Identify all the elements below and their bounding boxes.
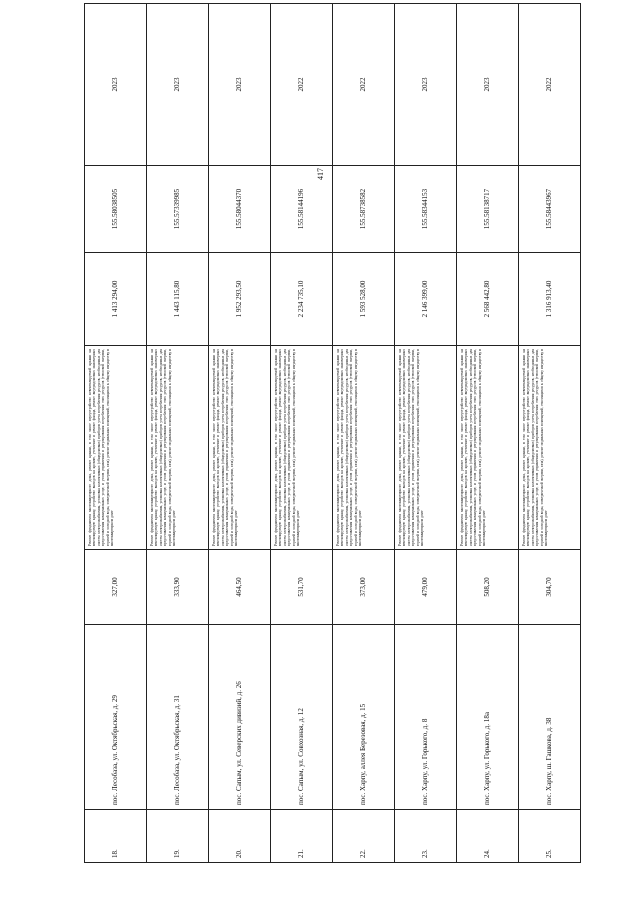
area-cell: 508,20 [457,550,519,625]
row-number-cell: 23. [395,810,457,863]
table-row [271,4,333,863]
id-number-cell: 155.58044370 [209,166,271,253]
cost-cell: 2 568 442,80 [457,253,519,346]
row-number-cell: 21. [271,810,333,863]
repair-schedule-table [84,3,581,863]
row-number-cell: 25. [519,810,581,863]
work-description-cell: Ремонт фундамента многоквартирного дома, ремонт крыши, в том числе переустройство невентилируемой крыши на вентилируемую крышу, устройство выходов на кровлю, утепление и ремонт фасада, ремонт внутридомовых инженерных систем электроснабжения, установка коллективных (общедомовых) приборов учета потребления ресурсов, необходимых для предоставления коммунальных услуг, и узлов управления и регулирования потребления этих ресурсов (тепловой энергии, горячей и холодной воды, электрической энергии, газа), ремонт подвальных помещений, относящихся к общему имуществу в многоквартирном доме [395,346,457,550]
table-row [457,4,519,863]
area-cell: 327,00 [85,550,147,625]
year-cell: 2023 [395,4,457,166]
cost-cell: 1 413 294,00 [85,253,147,346]
address-cell: пос. Лесобаза, ул. Октябрьская, д. 31 [147,625,209,810]
table-row [209,4,271,863]
cost-cell: 1 443 115,80 [147,253,209,346]
table-row [333,4,395,863]
year-cell: 2022 [519,4,581,166]
id-number-cell: 155.58144196 [271,166,333,253]
id-number-cell: 155.58443967 [519,166,581,253]
area-cell: 479,00 [395,550,457,625]
work-description-cell: Ремонт фундамента многоквартирного дома, ремонт крыши, в том числе переустройство невентилируемой крыши на вентилируемую крышу, устройство выходов на кровлю, утепление и ремонт фасада, ремонт внутридомовых инженерных систем электроснабжения, установка коллективных (общедомовых) приборов учета потребления ресурсов, необходимых для предоставления коммунальных услуг, и узлов управления и регулирования потребления этих ресурсов (тепловой энергии, горячей и холодной воды, электрической энергии, газа), ремонт подвальных помещений, относящихся к общему имуществу в многоквартирном доме [519,346,581,550]
table-row [395,4,457,863]
area-cell: 373,00 [333,550,395,625]
table-row [147,4,209,863]
year-cell: 2023 [147,4,209,166]
address-cell: пос. Харпу, ул. Горького, д. 18а [457,625,519,810]
id-number-cell: 155.57339985 [147,166,209,253]
area-cell: 333,90 [147,550,209,625]
work-description-cell: Ремонт фундамента многоквартирного дома, ремонт крыши, в том числе переустройство невентилируемой крыши на вентилируемую крышу, устройство выходов на кровлю, утепление и ремонт фасада, ремонт внутридомовых инженерных систем электроснабжения, установка коллективных (общедомовых) приборов учета потребления ресурсов, необходимых для предоставления коммунальных услуг, и узлов управления и регулирования потребления этих ресурсов (тепловой энергии, горячей и холодной воды, электрической энергии, газа), ремонт подвальных помещений, относящихся к общему имуществу в многоквартирном доме [209,346,271,550]
page-number: 417 [316,168,325,180]
address-cell: пос. Харпу, ш. Гашкова, д. 38 [519,625,581,810]
id-number-cell: 155.58138717 [457,166,519,253]
row-number-cell: 18. [85,810,147,863]
year-cell: 2022 [271,4,333,166]
address-cell: пос. Лесобаза, ул. Октябрьская, д. 29 [85,625,147,810]
table-body [85,4,581,863]
cost-cell: 1 316 913,40 [519,253,581,346]
cost-cell: 1 593 528,00 [333,253,395,346]
year-cell: 2023 [209,4,271,166]
work-description-cell: Ремонт фундамента многоквартирного дома, ремонт крыши, в том числе переустройство невентилируемой крыши на вентилируемую крышу, устройство выходов на кровлю, утепление и ремонт фасада, ремонт внутридомовых инженерных систем электроснабжения, установка коллективных (общедомовых) приборов учета потребления ресурсов, необходимых для предоставления коммунальных услуг, и узлов управления и регулирования потребления этих ресурсов (тепловой энергии, горячей и холодной воды, электрической энергии, газа), ремонт подвальных помещений, относящихся к общему имуществу в многоквартирном доме [333,346,395,550]
id-number-cell: 155.58738582 [333,166,395,253]
work-description-cell: Ремонт фундамента многоквартирного дома, ремонт крыши, в том числе переустройство невентилируемой крыши на вентилируемую крышу, устройство выходов на кровлю, утепление и ремонт фасада, ремонт внутридомовых инженерных систем электроснабжения, установка коллективных (общедомовых) приборов учета потребления ресурсов, необходимых для предоставления коммунальных услуг, и узлов управления и регулирования потребления этих ресурсов (тепловой энергии, горячей и холодной воды, электрической энергии, газа), ремонт подвальных помещений, относящихся к общему имуществу в многоквартирном доме [147,346,209,550]
table-row [519,4,581,863]
work-description-cell: Ремонт фундамента многоквартирного дома, ремонт крыши, в том числе переустройство невентилируемой крыши на вентилируемую крышу, устройство выходов на кровлю, утепление и ремонт фасада, ремонт внутридомовых инженерных систем электроснабжения, установка коллективных (общедомовых) приборов учета потребления ресурсов, необходимых для предоставления коммунальных услуг, и узлов управления и регулирования потребления этих ресурсов (тепловой энергии, горячей и холодной воды, электрической энергии, газа), ремонт подвальных помещений, относящихся к общему имуществу в многоквартирном доме [271,346,333,550]
year-cell: 2023 [457,4,519,166]
address-cell: пос. Сапым, ул. Совхозная, д. 12 [271,625,333,810]
work-description-cell: Ремонт фундамента многоквартирного дома, ремонт крыши, в том числе переустройство невентилируемой крыши на вентилируемую крышу, устройство выходов на кровлю, утепление и ремонт фасада, ремонт внутридомовых инженерных систем электроснабжения, установка коллективных (общедомовых) приборов учета потребления ресурсов, необходимых для предоставления коммунальных услуг, и узлов управления и регулирования потребления этих ресурсов (тепловой энергии, горячей и холодной воды, электрической энергии, газа), ремонт подвальных помещений, относящихся к общему имуществу в многоквартирном доме [457,346,519,550]
year-cell: 2023 [85,4,147,166]
id-number-cell: 155.58038505 [85,166,147,253]
row-number-cell: 19. [147,810,209,863]
cost-cell: 1 952 293,50 [209,253,271,346]
row-number-cell: 20. [209,810,271,863]
id-number-cell: 155.58344153 [395,166,457,253]
cost-cell: 2 146 399,00 [395,253,457,346]
row-number-cell: 24. [457,810,519,863]
address-cell: пос. Харпу, ул. Горького, д. 8 [395,625,457,810]
address-cell: пос. Сапым, ул. Северских дивизий, д. 26 [209,625,271,810]
area-cell: 464,50 [209,550,271,625]
row-number-cell: 22. [333,810,395,863]
cost-cell: 2 234 735,10 [271,253,333,346]
rotated-table-wrapper [84,65,581,863]
address-cell: пос. Харпу, аллея Березовая, д. 15 [333,625,395,810]
area-cell: 531,70 [271,550,333,625]
area-cell: 304,70 [519,550,581,625]
year-cell: 2022 [333,4,395,166]
table-row [85,4,147,863]
work-description-cell: Ремонт фундамента многоквартирного дома, ремонт крыши, в том числе переустройство невентилируемой крыши на вентилируемую крышу, устройство выходов на кровлю, утепление и ремонт фасада, ремонт внутридомовых инженерных систем электроснабжения, установка коллективных (общедомовых) приборов учета потребления ресурсов, необходимых для предоставления коммунальных услуг, и узлов управления и регулирования потребления этих ресурсов (тепловой энергии, горячей и холодной воды, электрической энергии, газа), ремонт подвальных помещений, относящихся к общему имуществу в многоквартирном доме [85,346,147,550]
